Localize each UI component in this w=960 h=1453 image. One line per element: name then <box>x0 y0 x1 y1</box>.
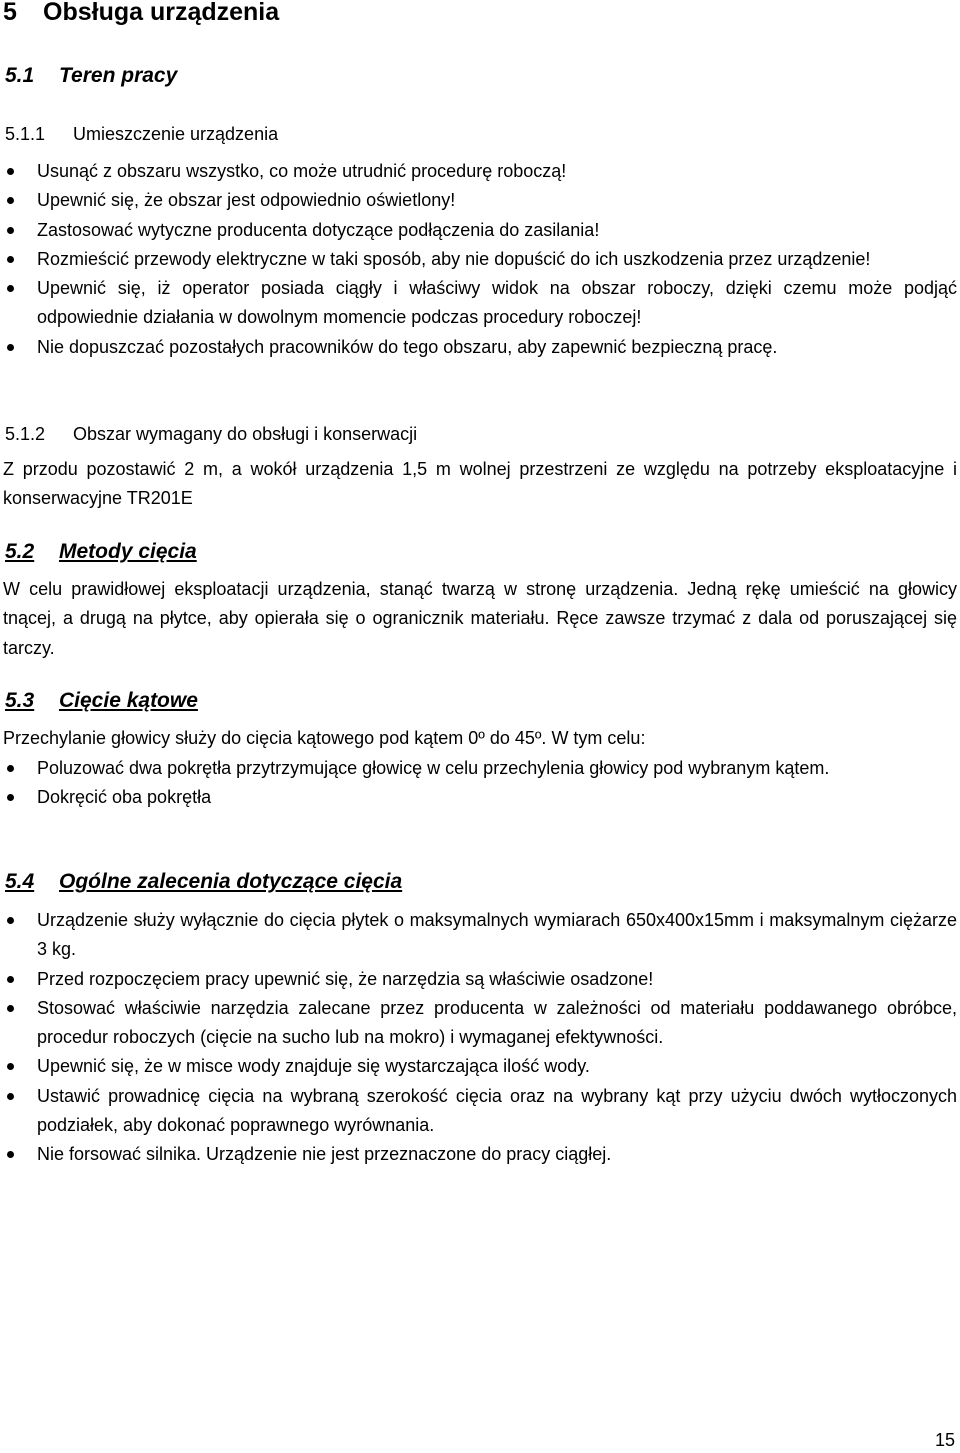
list-item: Dokręcić oba pokrętła <box>0 783 960 812</box>
bullet-icon <box>7 1063 14 1070</box>
chapter-title: Obsługa urządzenia <box>43 0 280 26</box>
list-item: Nie forsować silnika. Urządzenie nie jest przeznaczone do pracy ciągłej. <box>0 1140 960 1169</box>
section-title: Teren pracy <box>59 64 178 87</box>
section-5-2-heading <box>5 540 197 564</box>
subsection-number: 5.1.2 <box>5 424 46 444</box>
list-item: Usunąć z obszaru wszystko, co może utrudnić procedurę roboczą! <box>0 157 960 186</box>
bullet-icon <box>7 1005 14 1012</box>
bullet-icon <box>7 917 14 924</box>
list-item: Urządzenie służy wyłącznie do cięcia płytek o maksymalnych wymiarach 650x400x15mm i maksymalnym ciężarze 3 kg. <box>0 906 960 965</box>
section-number: 5.2 <box>5 540 35 563</box>
list-item: Stosować właściwie narzędzia zalecane przez producenta w zależności od materiału poddawanego obróbce, procedur roboczych (cięcie na sucho lub na mokro) i wymaganej efektywności. <box>0 994 960 1053</box>
bullet-icon <box>7 227 14 234</box>
subsection-number: 5.1.1 <box>5 124 46 144</box>
section-5-1-heading <box>5 64 177 88</box>
bullet-icon <box>7 976 14 983</box>
list-item: Upewnić się, że w misce wody znajduje się wystarczająca ilość wody. <box>0 1052 960 1081</box>
bullet-icon <box>7 168 14 175</box>
list-item: Rozmieścić przewody elektryczne w taki sposób, aby nie dopuścić do ich uszkodzenia przez urządzenie! <box>0 245 960 274</box>
subsection-5-1-1-heading <box>5 124 278 145</box>
subsection-title: Umieszczenie urządzenia <box>73 124 279 144</box>
paragraph-5-1-2: Z przodu pozostawić 2 m, a wokół urządzenia 1,5 m wolnej przestrzeni ze względu na potrzeby eksploatacyjne i konserwacyjne TR201E <box>3 459 957 509</box>
list-item: Ustawić prowadnicę cięcia na wybraną szerokość cięcia oraz na wybrany kąt przy użyciu dwóch wytłoczonych podziałek, aby dokonać poprawnego wyrównania. <box>0 1082 960 1141</box>
list-item: Przed rozpoczęciem pracy upewnić się, że narzędzia są właściwie osadzone! <box>0 965 960 994</box>
paragraph-5-3: Przechylanie głowicy służy do cięcia kątowego pod kątem 0º do 45º. W tym celu: <box>3 728 646 748</box>
page-number: 15 <box>934 1430 955 1450</box>
bullet-icon <box>7 1093 14 1100</box>
paragraph-5-2: W celu prawidłowej eksploatacji urządzenia, stanąć twarzą w stronę urządzenia. Jedną rękę umieścić na głowicy tnącej, a drugą na płytce, aby opierała się o ogranicznik materiału. Ręce zawsze trzymać z dala od poruszającej się tarczy. <box>3 579 957 658</box>
bullet-icon <box>7 197 14 204</box>
bullet-list-5-4 <box>0 906 960 1170</box>
section-number: 5.3 <box>5 689 35 712</box>
list-item: Upewnić się, iż operator posiada ciągły i właściwy widok na obszar roboczy, dzięki czemu może podjąć odpowiednie działania w dowolnym momencie podczas procedury roboczej! <box>0 274 960 333</box>
bullet-icon <box>7 256 14 263</box>
section-title: Metody cięcia <box>59 540 197 563</box>
bullet-list-5-3 <box>0 754 960 813</box>
bullet-icon <box>7 1151 14 1158</box>
bullet-icon <box>7 794 14 801</box>
chapter-number: 5 <box>3 0 17 26</box>
section-title: Ogólne zalecenia dotyczące cięcia <box>59 870 403 893</box>
list-item: Nie dopuszczać pozostałych pracowników do tego obszaru, aby zapewnić bezpieczną pracę. <box>0 333 960 362</box>
bullet-icon <box>7 344 14 351</box>
bullet-icon <box>7 285 14 292</box>
section-5-3-heading <box>5 689 198 713</box>
section-number: 5.1 <box>5 64 35 87</box>
section-5-4-heading <box>5 870 402 894</box>
section-number: 5.4 <box>5 870 35 893</box>
bullet-icon <box>7 765 14 772</box>
section-title: Cięcie kątowe <box>59 689 198 712</box>
list-item: Upewnić się, że obszar jest odpowiednio oświetlony! <box>0 186 960 215</box>
subsection-5-1-2-heading <box>5 424 417 445</box>
list-item: Poluzować dwa pokrętła przytrzymujące głowicę w celu przechylenia głowicy pod wybranym kątem. <box>0 754 960 783</box>
subsection-title: Obszar wymagany do obsługi i konserwacji <box>73 424 418 444</box>
chapter-heading <box>3 0 279 27</box>
list-item: Zastosować wytyczne producenta dotyczące podłączenia do zasilania! <box>0 216 960 245</box>
bullet-list-5-1-1 <box>0 157 960 362</box>
